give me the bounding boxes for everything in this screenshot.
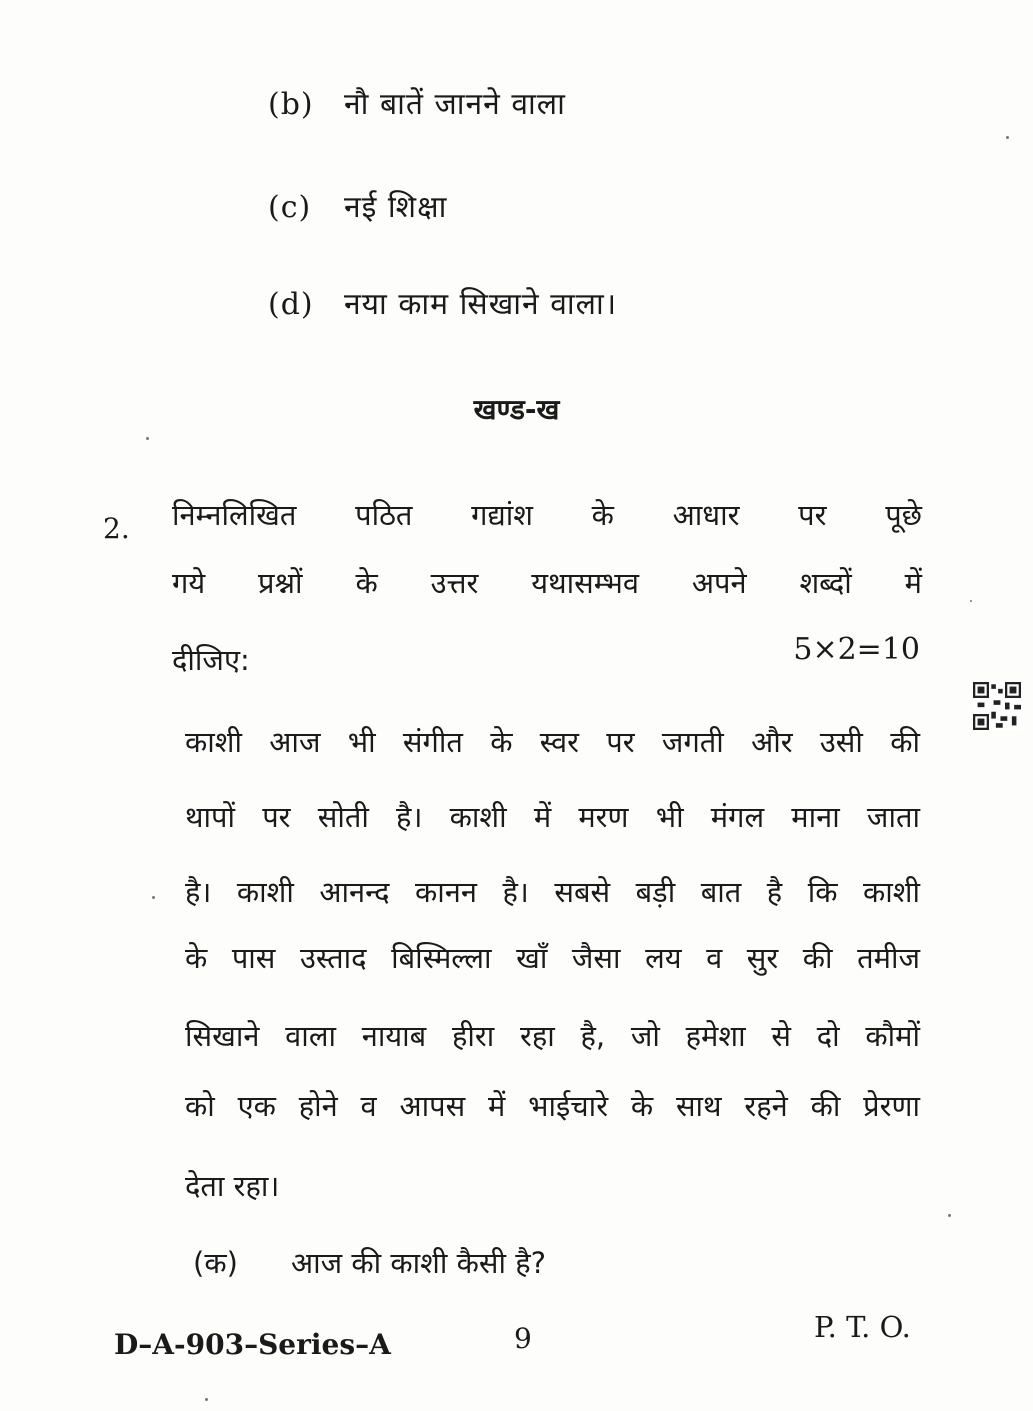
option-c [268,185,447,226]
option-label: (d) [268,287,314,322]
sub-question-label: (क) [193,1246,238,1280]
question-instruction-line: दीजिए: [172,643,250,677]
scan-speck [205,1398,208,1401]
scan-speck [948,1214,951,1217]
scan-speck [1006,136,1009,139]
passage-line: है। काशी आनन्द कानन है। सबसे बड़ी बात है कि काशी [185,875,920,909]
option-text: नौ बातें जानने वाला [344,87,566,122]
passage-line: सिखाने वाला नायाब हीरा रहा है, जो हमेशा से दो कौमों [185,1019,920,1053]
passage-line: को एक होने व आपस में भाईचारे के साथ रहने की प्रेरणा [185,1089,920,1123]
passage-line: देता रहा। [185,1169,280,1203]
option-b [268,82,566,123]
scan-speck [152,896,155,899]
option-text: नया काम सिखाने वाला। [344,287,618,322]
page-number: 9 [514,1322,532,1355]
paper-code: D–A-903–Series–A [114,1328,391,1361]
qr-code-icon [973,682,1021,730]
option-label: (b) [268,87,314,122]
option-text: नई शिक्षा [344,190,448,225]
passage-line: के पास उस्ताद बिस्मिल्ला खाँ जैसा लय व सुर की तमीज [185,941,920,975]
please-turn-over: P. T. O. [814,1310,911,1344]
section-title: खण्ड-ख [473,393,560,426]
question-instruction-line: गये प्रश्नों के उत्तर यथासम्भव अपने शब्दों में [172,566,922,600]
question-marks: 5×2=10 [793,632,920,667]
sub-question-text: आज की काशी कैसी है? [291,1246,547,1280]
passage-line: काशी आज भी संगीत के स्वर पर जगती और उसी की [185,725,920,759]
passage-line: थापों पर सोती है। काशी में मरण भी मंगल माना जाता [185,800,920,834]
option-label: (c) [268,190,312,225]
scan-speck [146,437,149,440]
question-number: 2. [103,512,130,545]
option-d [268,282,617,323]
question-instruction-line: निम्नलिखित पठित गद्यांश के आधार पर पूछे [172,498,922,532]
sub-question [193,1243,546,1282]
scan-speck [970,600,972,602]
